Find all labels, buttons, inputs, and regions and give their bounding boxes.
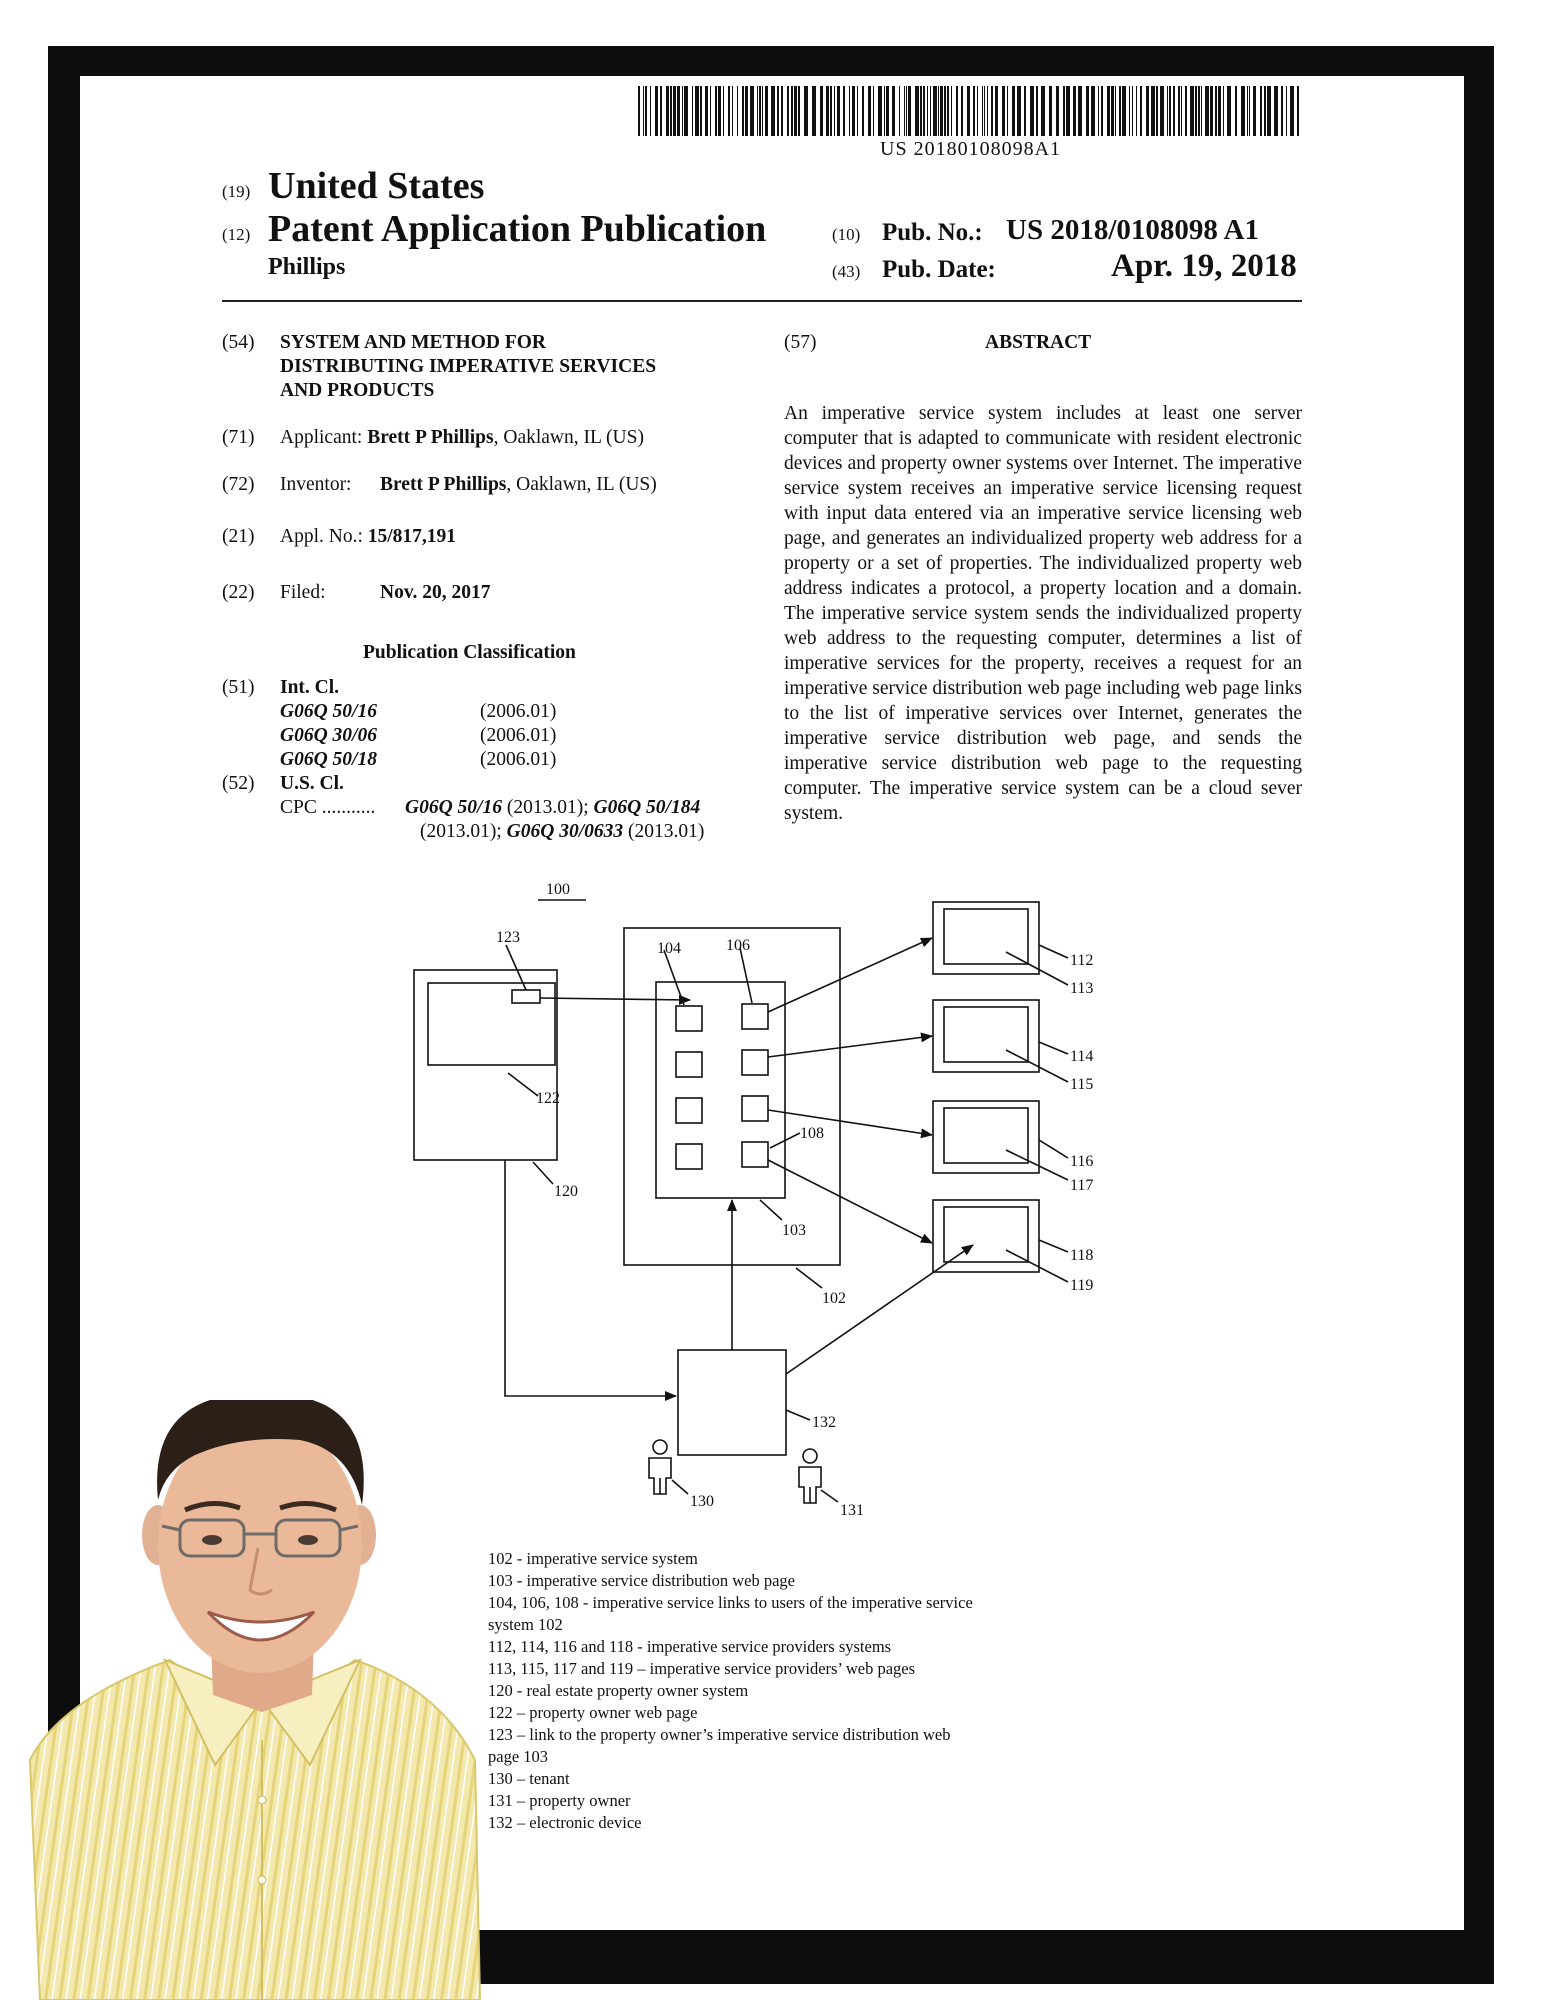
barcode-bar xyxy=(718,86,721,136)
inventor-code: (72) xyxy=(222,474,255,495)
barcode-bar xyxy=(1181,86,1182,136)
intcl-ver-3: (2006.01) xyxy=(480,749,557,770)
label-117: 117 xyxy=(1070,1177,1094,1194)
barcode-bar xyxy=(977,86,978,136)
barcode-bar xyxy=(715,86,717,136)
label-106: 106 xyxy=(726,937,750,954)
barcode-bar xyxy=(1056,86,1059,136)
legend-line-2: 103 - imperative service distribution web page xyxy=(488,1571,795,1590)
tenant-person-icon xyxy=(649,1440,671,1494)
cpc-code-1: G06Q 50/16 xyxy=(405,797,502,818)
barcode-bar xyxy=(1115,86,1116,136)
provider-system-116 xyxy=(933,1101,1039,1173)
barcode-bar xyxy=(1066,86,1070,136)
owner-web-page-box xyxy=(428,983,555,1065)
barcode-bar xyxy=(1098,86,1099,136)
filed-label: Filed: xyxy=(280,582,326,603)
barcode-bar xyxy=(673,86,676,136)
barcode-bar xyxy=(862,86,864,136)
abstract-heading: ABSTRACT xyxy=(985,332,1092,353)
publication-type: Patent Application Publication xyxy=(268,208,767,250)
cpc-ver-1: (2013.01); xyxy=(501,797,594,818)
link-box-104-3 xyxy=(676,1098,702,1123)
barcode-bar xyxy=(798,86,800,136)
barcode-bar xyxy=(650,86,651,136)
title-code: (54) xyxy=(222,332,255,353)
legend-line-10: page 103 xyxy=(488,1747,549,1766)
label-112: 112 xyxy=(1070,952,1094,969)
barcode-bar xyxy=(765,86,768,136)
label-131: 131 xyxy=(840,1502,864,1519)
cpc-label: CPC ........... xyxy=(280,797,376,818)
barcode-bar xyxy=(1049,86,1052,136)
barcode-bar xyxy=(638,86,640,136)
barcode-bar xyxy=(1151,86,1155,136)
barcode-bar xyxy=(873,86,874,136)
arrow-120-to-132 xyxy=(505,1160,676,1396)
label-104: 104 xyxy=(657,940,681,957)
label-119: 119 xyxy=(1070,1277,1094,1294)
link-box-104-2 xyxy=(676,1052,702,1077)
cpc-ver-3: (2013.01) xyxy=(623,821,705,842)
label-116: 116 xyxy=(1070,1153,1094,1170)
appl-code: (21) xyxy=(222,526,255,547)
barcode-bar xyxy=(1136,86,1137,136)
abstract-text: An imperative service system includes at least one server computer that is adapted to communicate with resident electronic devices and property owner systems over Internet. The imperative service system receives an imperative service licensing request with input data entered via an imperative service licensing web page, and generates an individualized property web address for a property or a set of properties. The individualized property web address indicates a protocol, a property location and a domain. The imperative service system sends the individualized property web address to the requesting computer, determines a list of imperative services for the property, receives a request for an imperative service distribution web page including web page links to the list of imperative services over Internet, generates the imperative service distribution web page, and sends the imperative service distribution web page to the requesting computer. The imperative service system can be a cloud sever system. xyxy=(784,403,1302,824)
barcode-bar xyxy=(804,86,808,136)
link-box-104-1 xyxy=(676,1006,702,1031)
barcode-bar xyxy=(899,86,900,136)
link-box-108 xyxy=(742,1142,768,1167)
barcode-bar xyxy=(1111,86,1114,136)
barcode-bar xyxy=(995,86,998,136)
barcode-bar xyxy=(1007,86,1008,136)
barcode-bar xyxy=(843,86,845,136)
barcode-bar xyxy=(1160,86,1164,136)
barcode-bar xyxy=(944,86,946,136)
barcode-bar xyxy=(1167,86,1168,136)
uscl-code: (52) xyxy=(222,773,255,794)
inventor-label: Inventor: xyxy=(280,474,352,495)
barcode-bar xyxy=(695,86,699,136)
abstract-code: (57) xyxy=(784,332,817,353)
barcode-bar xyxy=(830,86,832,136)
appl-line xyxy=(280,526,456,548)
barcode-bar xyxy=(757,86,758,136)
provider-page-119 xyxy=(944,1207,1028,1262)
applicant-name: Brett P Phillips xyxy=(367,427,494,448)
barcode-bar xyxy=(837,86,840,136)
intcl-ver-2: (2006.01) xyxy=(480,725,557,746)
barcode-bar xyxy=(781,86,783,136)
barcode-bar xyxy=(973,86,975,136)
barcode-bar xyxy=(849,86,850,136)
barcode-bar xyxy=(1169,86,1171,136)
barcode-bar xyxy=(670,86,672,136)
barcode-bar xyxy=(920,86,922,136)
barcode-bar xyxy=(915,86,919,136)
barcode-bar xyxy=(927,86,928,136)
barcode-bar xyxy=(787,86,789,136)
barcode-bar xyxy=(933,86,937,136)
barcode-bar xyxy=(1198,86,1200,136)
pub-no: US 2018/0108098 A1 xyxy=(1006,214,1259,246)
label-114: 114 xyxy=(1070,1048,1094,1065)
label-122: 122 xyxy=(536,1090,560,1107)
barcode-bar xyxy=(655,86,658,136)
inventor-surname: Phillips xyxy=(268,254,346,280)
legend-line-11: 130 – tenant xyxy=(488,1769,570,1788)
legend-line-1: 102 - imperative service system xyxy=(488,1549,698,1568)
barcode-bar xyxy=(643,86,644,136)
barcode-bar xyxy=(1290,86,1294,136)
arrow-to-116 xyxy=(768,1110,932,1135)
barcode-bar xyxy=(732,86,733,136)
barcode-bar xyxy=(1223,86,1224,136)
barcode-bar xyxy=(904,86,905,136)
pub-date: Apr. 19, 2018 xyxy=(1111,248,1297,284)
barcode-bar xyxy=(794,86,797,136)
label-103: 103 xyxy=(782,1222,806,1239)
barcode-bar xyxy=(762,86,763,136)
legend-line-13: 132 – electronic device xyxy=(488,1813,642,1832)
barcode-bar xyxy=(886,86,889,136)
intcl-code-1: G06Q 50/16 xyxy=(280,701,377,722)
legend-line-5: 112, 114, 116 and 118 - imperative service providers systems xyxy=(488,1637,892,1656)
country-code: (19) xyxy=(222,182,251,201)
barcode-bar xyxy=(820,86,823,136)
barcode-bar xyxy=(908,86,911,136)
applicant-code: (71) xyxy=(222,427,255,448)
barcode-bar xyxy=(868,86,871,136)
barcode-bar xyxy=(1129,86,1130,136)
title-line-1: SYSTEM AND METHOD FOR xyxy=(280,332,546,353)
barcode-bar xyxy=(728,86,730,136)
inventor-photo xyxy=(0,1400,490,2000)
barcode-bar xyxy=(892,86,895,136)
applicant-label: Applicant: xyxy=(280,427,363,448)
barcode-bar xyxy=(666,86,669,136)
barcode-bar xyxy=(878,86,882,136)
barcode-bar xyxy=(1185,86,1187,136)
barcode-image xyxy=(636,86,1302,136)
barcode-number: US 20180108098A1 xyxy=(880,138,1062,160)
barcode-bar xyxy=(987,86,988,136)
barcode-bar xyxy=(812,86,816,136)
barcode-bar xyxy=(982,86,983,136)
barcode-bar xyxy=(1107,86,1110,136)
barcode-bar xyxy=(742,86,744,136)
label-132: 132 xyxy=(812,1414,836,1431)
barcode-bar xyxy=(750,86,754,136)
barcode-bar xyxy=(930,86,931,136)
barcode-bar xyxy=(645,86,647,136)
link-box-123 xyxy=(512,990,540,1003)
barcode-bar xyxy=(1030,86,1034,136)
legend-line-7: 120 - real estate property owner system xyxy=(488,1681,749,1700)
provider-page-115 xyxy=(944,1007,1028,1062)
label-102: 102 xyxy=(822,1290,846,1307)
barcode-bar xyxy=(1122,86,1126,136)
barcode-bar xyxy=(967,86,970,136)
barcode-bar xyxy=(956,86,958,136)
barcode-bar xyxy=(737,86,738,136)
applicant-line xyxy=(280,427,644,449)
barcode-bar xyxy=(1017,86,1021,136)
fig-ref-label: 100 xyxy=(546,881,570,898)
link-box-106-2 xyxy=(742,1050,768,1075)
barcode-bar xyxy=(777,86,779,136)
legend-line-6: 113, 115, 117 and 119 – imperative service providers’ web pages xyxy=(488,1659,916,1678)
intcl-label: Int. Cl. xyxy=(280,677,340,698)
barcode-bar xyxy=(1146,86,1149,136)
link-box-104-4 xyxy=(676,1144,702,1169)
pub-no-code: (10) xyxy=(832,225,861,244)
intcl-code-3: G06Q 50/18 xyxy=(280,749,377,770)
label-120: 120 xyxy=(554,1183,578,1200)
barcode-bar xyxy=(1210,86,1213,136)
cpc-code-2: G06Q 50/184 xyxy=(593,797,701,818)
title-line-3: AND PRODUCTS xyxy=(280,380,435,401)
pub-class-heading: Publication Classification xyxy=(363,642,576,663)
title-line-2: DISTRIBUTING IMPERATIVE SERVICES xyxy=(280,356,657,377)
barcode-bar xyxy=(961,86,963,136)
barcode-bar xyxy=(940,86,943,136)
barcode-bar xyxy=(1286,86,1287,136)
cpc-ver-2: (2013.01); xyxy=(420,821,507,842)
barcode-bar xyxy=(1201,86,1202,136)
barcode-bar xyxy=(700,86,702,136)
label-113: 113 xyxy=(1070,980,1094,997)
barcode-bar xyxy=(923,86,925,136)
barcode-bar xyxy=(705,86,708,136)
barcode-bar xyxy=(1132,86,1133,136)
barcode-bar xyxy=(1091,86,1095,136)
barcode-bar xyxy=(1267,86,1271,136)
barcode-bar xyxy=(684,86,688,136)
inventor-location: , Oaklawn, IL (US) xyxy=(506,474,657,495)
barcode-bar xyxy=(660,86,662,136)
barcode-bar xyxy=(951,86,952,136)
cpc-code-3: G06Q 30/0633 xyxy=(506,821,624,842)
barcode-bar xyxy=(906,86,907,136)
pub-date-label: Pub. Date: xyxy=(882,256,996,283)
barcode-bar xyxy=(1073,86,1076,136)
intcl-ver-1: (2006.01) xyxy=(480,701,557,722)
barcode-bar xyxy=(1227,86,1231,136)
barcode-bar xyxy=(938,86,939,136)
barcode-bar xyxy=(852,86,855,136)
barcode-bar xyxy=(1140,86,1142,136)
intcl-code: (51) xyxy=(222,677,255,698)
country: United States xyxy=(268,165,485,207)
cpc-line-2 xyxy=(420,821,704,843)
label-123: 123 xyxy=(496,929,520,946)
label-130: 130 xyxy=(690,1493,714,1510)
barcode-bar xyxy=(857,86,858,136)
legend-line-8: 122 – property owner web page xyxy=(488,1703,698,1722)
barcode-bar xyxy=(1218,86,1221,136)
uscl-label: U.S. Cl. xyxy=(280,773,344,794)
barcode-bar xyxy=(1297,86,1299,136)
label-108: 108 xyxy=(800,1125,824,1142)
link-box-106-3 xyxy=(742,1096,768,1121)
barcode-bar xyxy=(1086,86,1089,136)
inventor-name: Brett P Phillips xyxy=(380,474,507,495)
barcode-bar xyxy=(692,86,693,136)
provider-page-113 xyxy=(944,909,1028,964)
barcode-bar xyxy=(1024,86,1026,136)
barcode-bar xyxy=(984,86,985,136)
barcode-bar xyxy=(1036,86,1038,136)
barcode-bar xyxy=(1119,86,1121,136)
filed-code: (22) xyxy=(222,582,255,603)
patent-figure xyxy=(380,870,1140,1520)
header-divider xyxy=(222,300,1302,302)
label-115: 115 xyxy=(1070,1076,1094,1093)
barcode-bar xyxy=(1281,86,1283,136)
barcode-bar xyxy=(1205,86,1209,136)
filed-date: Nov. 20, 2017 xyxy=(380,582,491,603)
electronic-device-box xyxy=(678,1350,786,1455)
barcode-bar xyxy=(791,86,793,136)
barcode-bar xyxy=(745,86,748,136)
type-code: (12) xyxy=(222,225,251,244)
provider-system-114 xyxy=(933,1000,1039,1072)
barcode-bar xyxy=(682,86,683,136)
barcode-bar xyxy=(1078,86,1082,136)
pub-no-label: Pub. No.: xyxy=(882,219,983,246)
barcode-bar xyxy=(1215,86,1217,136)
legend-line-4: system 102 xyxy=(488,1615,563,1634)
barcode-bar xyxy=(759,86,761,136)
owner-person-icon xyxy=(799,1449,821,1503)
label-118: 118 xyxy=(1070,1247,1094,1264)
pub-date-code: (43) xyxy=(832,262,861,281)
legend-line-9: 123 – link to the property owner’s imperative service distribution web xyxy=(488,1725,951,1744)
arrow-to-112 xyxy=(768,938,932,1012)
barcode-bar xyxy=(771,86,775,136)
barcode-bar xyxy=(826,86,829,136)
barcode-bar xyxy=(1253,86,1256,136)
arrow-to-114 xyxy=(768,1036,932,1057)
barcode-bar xyxy=(1260,86,1262,136)
legend-line-3: 104, 106, 108 - imperative service links to users of the imperative service xyxy=(488,1593,973,1612)
barcode-bar xyxy=(991,86,993,136)
barcode-bar xyxy=(1173,86,1175,136)
barcode-bar xyxy=(1063,86,1065,136)
barcode-bar xyxy=(1012,86,1015,136)
barcode-bar xyxy=(884,86,885,136)
barcode-bar xyxy=(947,86,949,136)
applicant-location: , Oaklawn, IL (US) xyxy=(493,427,644,448)
barcode-bar xyxy=(723,86,724,136)
barcode-bar xyxy=(1041,86,1045,136)
barcode-bar xyxy=(677,86,680,136)
cpc-line-1 xyxy=(405,797,700,819)
link-box-106-1 xyxy=(742,1004,768,1029)
legend-line-12: 131 – property owner xyxy=(488,1791,631,1810)
intcl-code-2: G06Q 30/06 xyxy=(280,725,377,746)
barcode-bar xyxy=(1195,86,1197,136)
barcode-bar xyxy=(1241,86,1245,136)
barcode-bar xyxy=(834,86,835,136)
barcode-bar xyxy=(1156,86,1158,136)
inventor-line xyxy=(380,474,657,496)
arrow-123-to-104 xyxy=(540,998,690,1000)
barcode-bar xyxy=(1274,86,1278,136)
appl-label: Appl. No.: xyxy=(280,526,363,547)
barcode-bar xyxy=(1247,86,1248,136)
barcode-bar xyxy=(1190,86,1194,136)
appl-number: 15/817,191 xyxy=(367,526,457,547)
barcode-bar xyxy=(1101,86,1103,136)
barcode-bar xyxy=(710,86,711,136)
barcode-bar xyxy=(1235,86,1237,136)
barcode-bar xyxy=(1249,86,1250,136)
barcode-bar xyxy=(1178,86,1180,136)
barcode-bar xyxy=(1002,86,1005,136)
barcode-bar xyxy=(1264,86,1266,136)
